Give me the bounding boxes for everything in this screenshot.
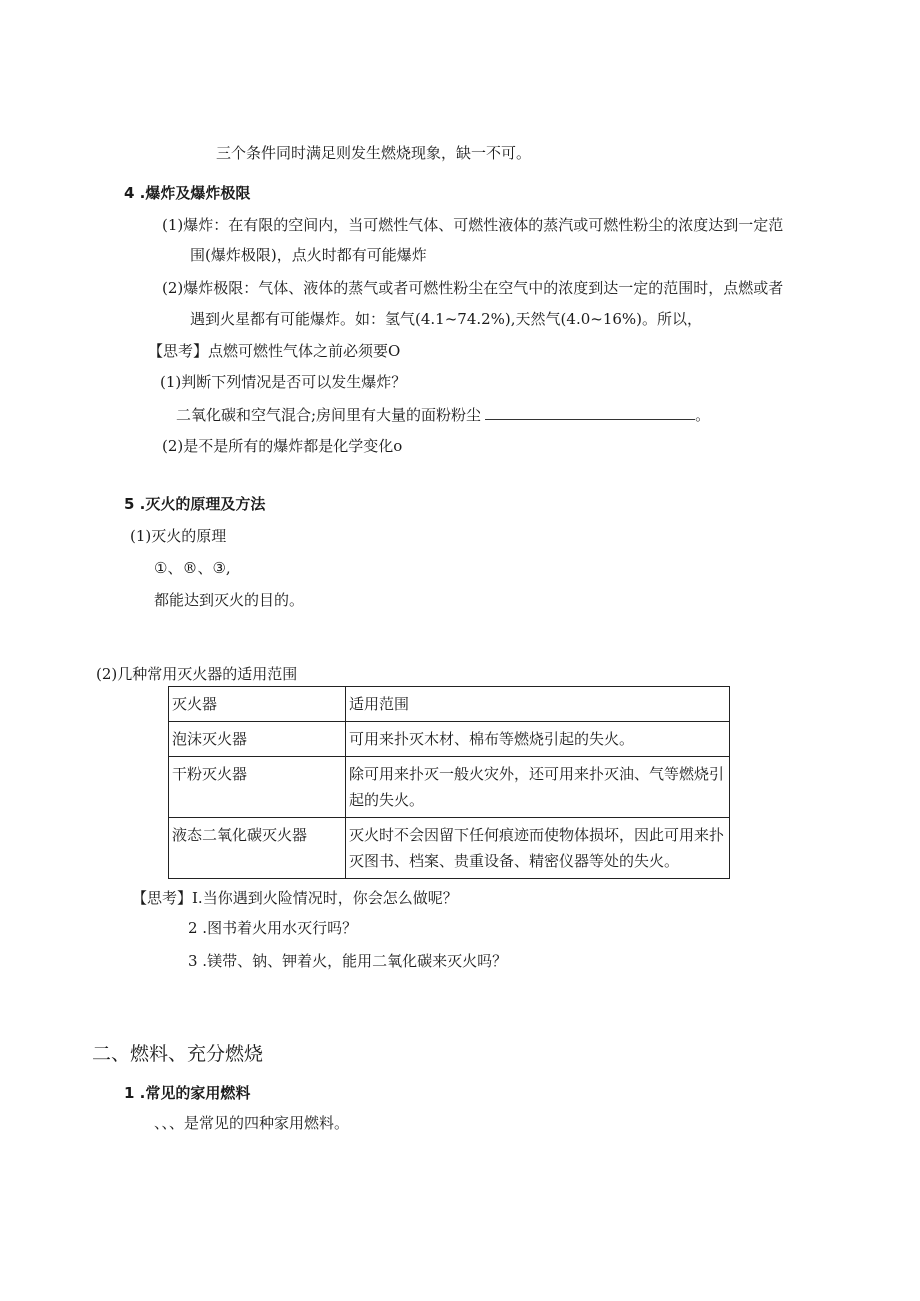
part2-heading: 二、燃料、充分燃烧 bbox=[92, 1043, 264, 1065]
section4-q1-detail-text: 二氧化碳和空气混合;房间里有大量的面粉粉尘 bbox=[176, 406, 482, 424]
table-cell: 除可用来扑灭一般火灾外，还可用来扑灭油、气等燃烧引起的失火。 bbox=[346, 757, 730, 818]
section5-result: 都能达到灭火的目的。 bbox=[154, 591, 305, 609]
table-header-cell: 灭火器 bbox=[169, 687, 346, 722]
section4-p2-line2: 遇到火星都有可能爆炸。如：氢气(4.1~74.2%),天然气(4.0~16%)。所以， bbox=[190, 310, 703, 328]
section4-q2: (2)是不是所有的爆炸都是化学变化o bbox=[162, 437, 403, 455]
section5-heading: 5 .灭火的原理及方法 bbox=[124, 495, 266, 513]
section4-p1-line2: 围(爆炸极限)，点火时都有可能爆炸 bbox=[190, 246, 427, 264]
table-header-cell: 适用范围 bbox=[346, 687, 730, 722]
extinguisher-table bbox=[168, 686, 730, 879]
section5-think3: 3 .镁带、钠、钾着火，能用二氧化碳来灭火吗？ bbox=[188, 952, 508, 970]
table-cell: 泡沫灭火器 bbox=[169, 722, 346, 757]
answer-blank bbox=[485, 405, 695, 420]
section4-q1: (1)判断下列情况是否可以发生爆炸？ bbox=[160, 373, 407, 391]
table-row bbox=[169, 757, 730, 818]
section4-q1-detail bbox=[176, 405, 710, 425]
table-header-row bbox=[169, 687, 730, 722]
table-cell: 灭火时不会因留下任何痕迹而使物体损坏，因此可用来扑灭图书、档案、贵重设备、精密仪器等处的失火。 bbox=[346, 818, 730, 879]
part2-sub1: 1 .常见的家用燃料 bbox=[124, 1084, 251, 1102]
section4-q1-end: 。 bbox=[695, 406, 711, 424]
section5-think2: 2 .图书着火用水灭行吗？ bbox=[188, 919, 358, 937]
part2-line: 、、、是常见的四种家用燃料。 bbox=[154, 1114, 350, 1132]
section4-think: 【思考】点燃可燃性气体之前必须要O bbox=[148, 342, 401, 360]
section5-sub2: (2)几种常用灭火器的适用范围 bbox=[96, 665, 298, 683]
table-row bbox=[169, 818, 730, 879]
section5-think1: 【思考】I.当你遇到火险情况时，你会怎么做呢？ bbox=[132, 889, 458, 907]
section4-p1-line1: (1)爆炸：在有限的空间内，当可燃性气体、可燃性液体的蒸汽或可燃性粉尘的浓度达到一定范 bbox=[162, 216, 784, 234]
section4-heading: 4 .爆炸及爆炸极限 bbox=[124, 184, 251, 202]
intro-line: 三个条件同时满足则发生燃烧现象，缺一不可。 bbox=[216, 144, 532, 162]
table-cell: 液态二氧化碳灭火器 bbox=[169, 818, 346, 879]
table-row bbox=[169, 722, 730, 757]
table-cell: 干粉灭火器 bbox=[169, 757, 346, 818]
section4-p2-line1: (2)爆炸极限：气体、液体的蒸气或者可燃性粉尘在空气中的浓度到达一定的范围时，点燃或者 bbox=[162, 279, 784, 297]
section5-sub1: (1)灭火的原理 bbox=[130, 527, 227, 545]
table-cell: 可用来扑灭木材、棉布等燃烧引起的失火。 bbox=[346, 722, 730, 757]
section5-items: ①、®、③, bbox=[154, 559, 231, 577]
